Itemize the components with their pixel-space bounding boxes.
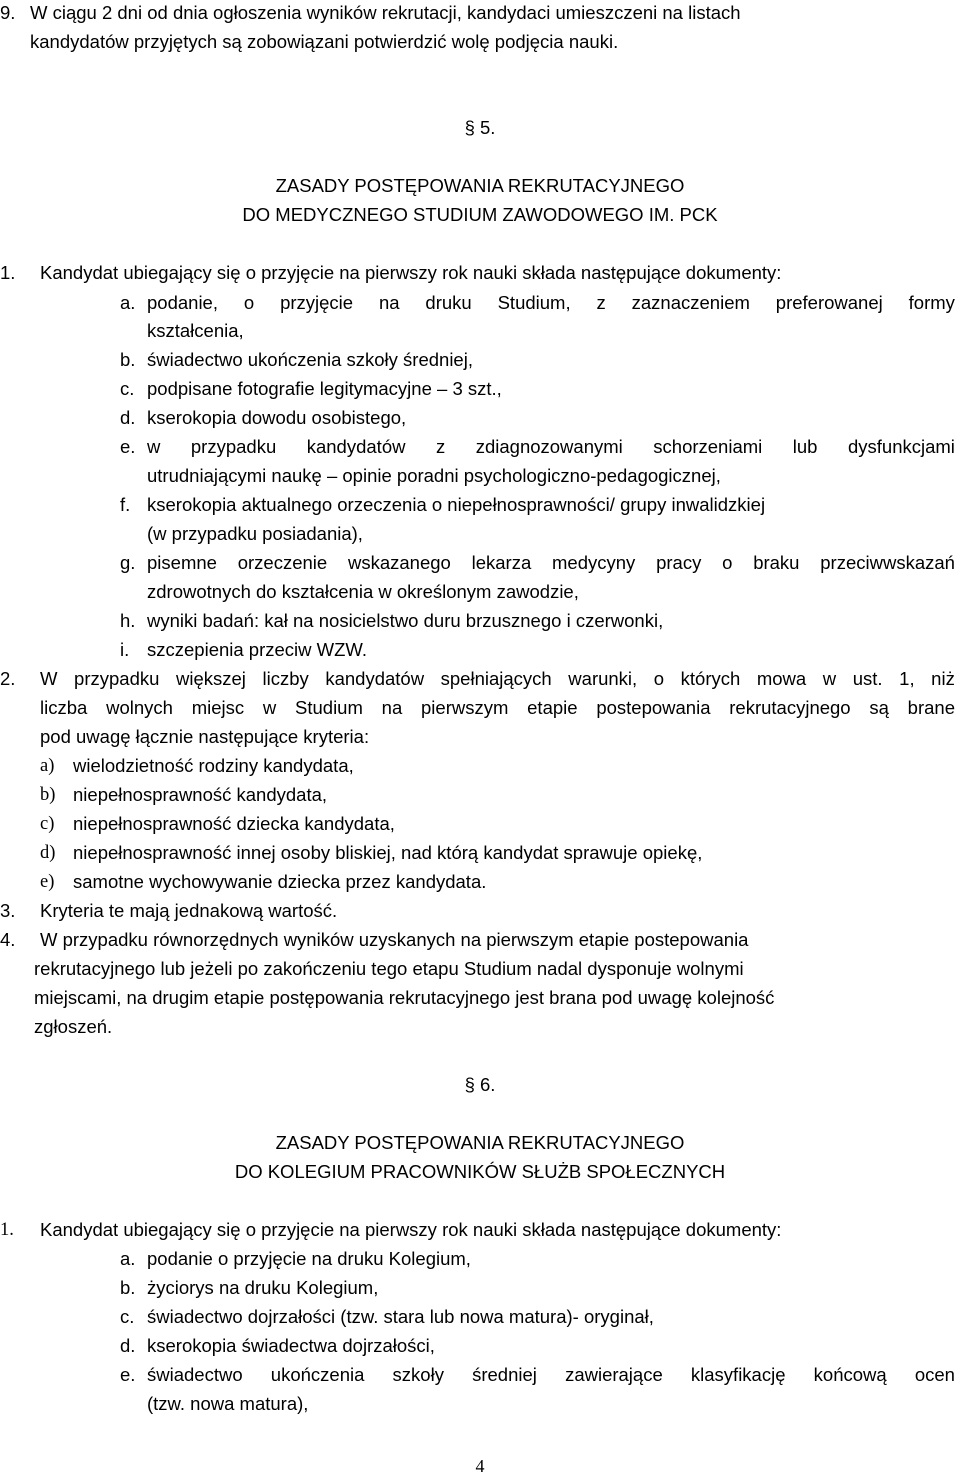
list-letter: h. [120,610,136,631]
item-number: 1. [0,1220,14,1240]
paragraph-line: pod uwagę łącznie następujące kryteria: [40,726,370,747]
section-title: DO KOLEGIUM PRACOWNIKÓW SŁUŻB SPOŁECZNYCH [234,1161,726,1182]
list-letter: e. [120,1364,136,1385]
list-item-line: życiorys na druku Kolegium, [147,1277,379,1298]
list-item-line: kształcenia, [147,320,244,341]
list-letter: d) [40,843,56,863]
paragraph-line: W przypadku większej liczby kandydatów spełniających warunki, o których mowa w ust. 1, niż [40,668,955,689]
list-letter: a. [120,292,136,313]
paragraph-line: Kandydat ubiegający się o przyjęcie na pierwszy rok nauki składa następujące dokumenty: [40,1219,782,1240]
list-letter: e) [40,872,55,892]
section-title: ZASADY POSTĘPOWANIA REKRUTACYJNEGO [275,1132,685,1153]
list-letter: c) [40,814,55,834]
section-number: § 5. [464,117,496,138]
list-item-line: świadectwo dojrzałości (tzw. stara lub nowa matura)- oryginał, [147,1306,654,1327]
paragraph-line: W ciągu 2 dni od dnia ogłoszenia wyników rekrutacji, kandydaci umieszczeni na listach [30,2,741,23]
list-item-line: niepełnosprawność dziecka kandydata, [73,813,395,834]
paragraph-line: miejscami, na drugim etapie postępowania rekrutacyjnego jest brana pod uwagę kolejność [34,987,775,1008]
list-item-line: wielodzietność rodziny kandydata, [73,755,354,776]
section-title: DO MEDYCZNEGO STUDIUM ZAWODOWEGO IM. PCK [242,204,718,225]
list-item-line: (w przypadku posiadania), [147,523,363,544]
paragraph-line: zgłoszeń. [34,1016,113,1037]
list-letter: c. [120,1306,135,1327]
list-item-line: kserokopia świadectwa dojrzałości, [147,1335,435,1356]
list-item-line: świadectwo ukończenia szkoły średniej zawierające klasyfikację końcową ocen [147,1364,955,1385]
paragraph-line: Kandydat ubiegający się o przyjęcie na pierwszy rok nauki składa następujące dokumenty: [40,262,782,283]
item-number: 3. [0,900,16,921]
list-item-line: niepełnosprawność innej osoby bliskiej, nad którą kandydat sprawuje opiekę, [73,842,703,863]
list-item-line: zdrowotnych do kształcenia w określonym zawodzie, [147,581,579,602]
item-number: 9. [0,2,16,23]
list-item-line: podpisane fotografie legitymacyjne – 3 szt., [147,378,502,399]
page-number: 4 [475,1456,485,1476]
list-item-line: samotne wychowywanie dziecka przez kandydata. [73,871,487,892]
list-item-line: podanie, o przyjęcie na druku Studium, z zaznaczeniem preferowanej formy [147,292,955,313]
list-item-line: (tzw. nowa matura), [147,1393,309,1414]
list-item-line: niepełnosprawność kandydata, [73,784,328,805]
paragraph-line: W przypadku równorzędnych wyników uzyskanych na pierwszym etapie postepowania [40,929,749,950]
list-item-line: pisemne orzeczenie wskazanego lekarza medycyny pracy o braku przeciwwskazań [147,552,955,573]
item-number: 1. [0,262,16,283]
list-letter: b. [120,1277,136,1298]
list-letter: a) [40,756,55,776]
list-item-line: utrudniającymi naukę – opinie poradni psychologiczno-pedagogicznej, [147,465,721,486]
list-item-line: świadectwo ukończenia szkoły średniej, [147,349,473,370]
list-letter: b. [120,349,136,370]
list-item-line: kserokopia aktualnego orzeczenia o niepełnosprawności/ grupy inwalidzkiej [147,494,766,515]
list-item-line: szczepienia przeciw WZW. [147,639,367,660]
list-item-line: wyniki badań: kał na nosicielstwo duru brzusznego i czerwonki, [147,610,664,631]
paragraph-line: kandydatów przyjętych są zobowiązani potwierdzić wolę podjęcia nauki. [30,31,619,52]
list-letter: e. [120,436,136,457]
list-item-line: w przypadku kandydatów z zdiagnozowanymi schorzeniami lub dysfunkcjami [147,436,955,457]
paragraph-line: Kryteria te mają jednakową wartość. [40,900,338,921]
paragraph-line: liczba wolnych miejsc w Studium na pierwszym etapie postepowania rekrutacyjnego są brane [40,697,955,718]
list-letter: c. [120,378,135,399]
item-number: 2. [0,668,16,689]
list-letter: f. [120,494,131,515]
list-letter: b) [40,785,56,805]
list-letter: a. [120,1248,136,1269]
list-letter: d. [120,1335,136,1356]
section-title: ZASADY POSTĘPOWANIA REKRUTACYJNEGO [275,175,685,196]
list-letter: i. [120,639,130,660]
section-number: § 6. [464,1074,496,1095]
item-number: 4. [0,929,16,950]
list-item-line: kserokopia dowodu osobistego, [147,407,407,428]
paragraph-line: rekrutacyjnego lub jeżeli po zakończeniu tego etapu Studium nadal dysponuje wolnymi [34,958,744,979]
list-letter: d. [120,407,136,428]
list-letter: g. [120,552,136,573]
list-item-line: podanie o przyjęcie na druku Kolegium, [147,1248,471,1269]
